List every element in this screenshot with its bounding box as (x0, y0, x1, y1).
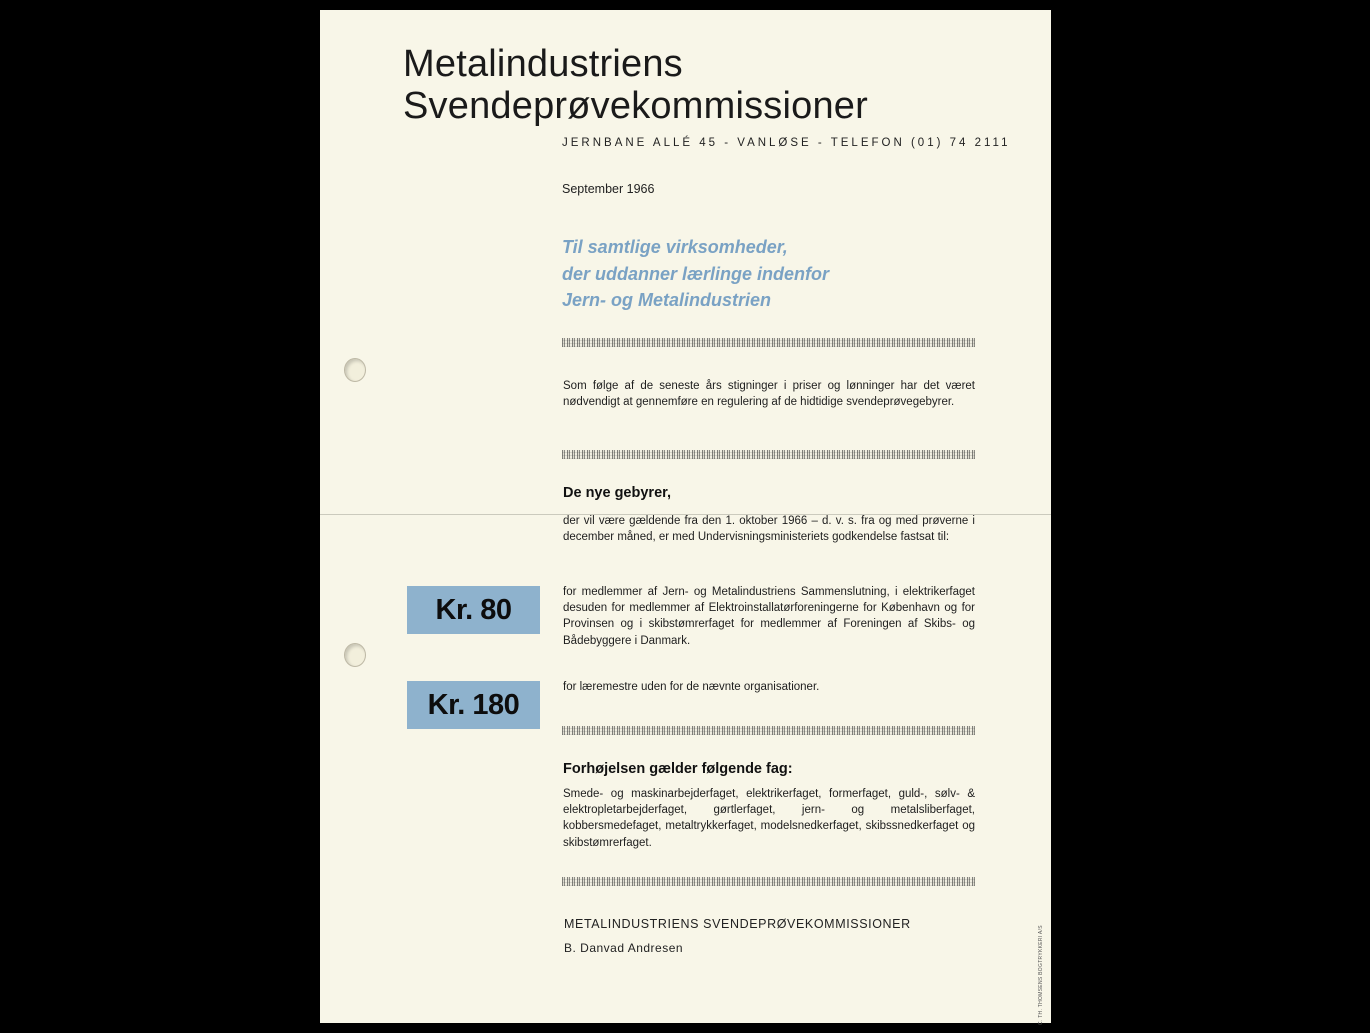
letterhead-title-line2: Svendeprøvekommissioner (403, 85, 868, 127)
recipient-line2: der uddanner lærlinge indenfor (562, 263, 830, 284)
letterhead-title-line1: Metalindustriens (403, 43, 683, 85)
recipient-line3: Jern- og Metalindustrien (562, 290, 772, 310)
printer-mark: C. TH. THOMSENS BOGTRYKKERI A/S (1038, 925, 1044, 1025)
letterhead-title (403, 43, 868, 127)
letter-date: September 1966 (562, 182, 655, 196)
divider-rule (562, 877, 975, 886)
punch-hole-bottom (344, 643, 366, 667)
new-fees-heading: De nye gebyrer, (563, 485, 671, 501)
signature-name: B. Danvad Andresen (564, 941, 684, 955)
recipient-block (562, 234, 829, 314)
divider-rule (562, 726, 975, 735)
fee-badge-kr180: Kr. 180 (407, 681, 540, 729)
fee-description-kr80: for medlemmer af Jern- og Metalindustriens Sammenslutning, i elektrikerfaget desuden for medlemmer af Elektroinstallatørforeningerne for København og for Provinsen og i skibstømrerfaget for medlemmer af Foreningen af Skibs- og Bådebyggere i Danmark. (563, 586, 975, 647)
new-fees-paragraph: der vil være gældende fra den 1. oktober 1966 – d. v. s. fra og med prøverne i december måned, er med Undervisningsministeriets godkendelse fastsat til: (563, 515, 975, 544)
divider-rule (562, 450, 975, 459)
fee-badge-kr80: Kr. 80 (407, 586, 540, 634)
trades-heading: Forhøjelsen gælder følgende fag: (563, 761, 793, 777)
fee-description-kr180: for læremestre uden for de nævnte organisationer. (563, 681, 820, 693)
intro-paragraph: Som følge af de seneste års stigninger i priser og lønninger har det været nødvendigt at gennemføre en regulering af de hidtidige svendeprøvegebyrer. (563, 380, 975, 409)
recipient-line1: Til samtlige virksomheder, (562, 237, 788, 257)
letterhead-address: JERNBANE ALLÉ 45 - VANLØSE - TELEFON (01) 74 2111 (562, 137, 1011, 149)
divider-rule (562, 338, 975, 347)
letter-page (320, 10, 1051, 1023)
trades-paragraph: Smede- og maskinarbejderfaget, elektrikerfaget, formerfaget, guld-, sølv- & elektropletarbejderfaget, gørtlerfaget, jern- og metalsliberfaget, kobbersmedefaget, metaltrykkerfaget, modelsnedkerfaget, skibssnedkerfaget og skibstømrerfaget. (563, 788, 975, 849)
signature-organization: METALINDUSTRIENS SVENDEPRØVEKOMMISSIONER (564, 917, 911, 931)
punch-hole-top (344, 358, 366, 382)
